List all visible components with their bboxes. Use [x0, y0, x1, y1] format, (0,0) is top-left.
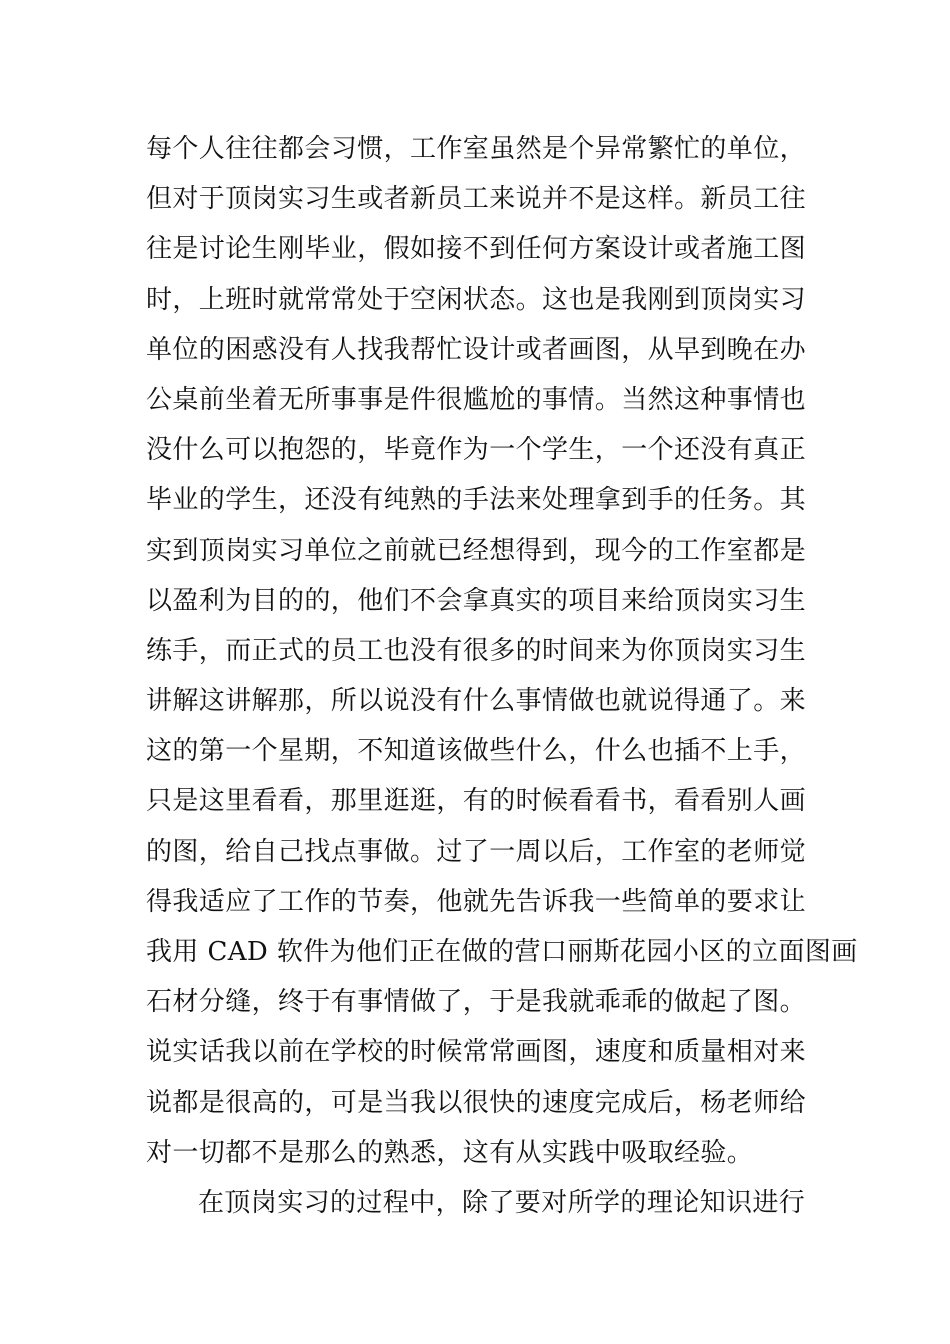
text-line: 练手，而正式的员工也没有很多的时间来为你顶岗实习生 [146, 635, 807, 666]
text-line: 往是讨论生刚毕业，假如接不到任何方案设计或者施工图 [146, 234, 807, 265]
text-line: 时，上班时就常常处于空闲状态。这也是我刚到顶岗实习 [146, 284, 807, 315]
text-line: 只是这里看看，那里逛逛，有的时候看看书，看看别人画 [146, 786, 807, 817]
text-line: 在顶岗实习的过程中，除了要对所学的理论知识进行 [198, 1187, 806, 1218]
text-line: 公桌前坐着无所事事是件很尴尬的事情。当然这种事情也 [146, 384, 807, 415]
text-line: 我用 CAD 软件为他们正在做的营口丽斯花园小区的立面图画 [146, 937, 858, 967]
text-line: 以盈利为目的的，他们不会拿真实的项目来给顶岗实习生 [146, 585, 807, 616]
text-line: 这的第一个星期，不知道该做些什么，什么也插不上手， [146, 736, 807, 767]
text-line: 每个人往往都会习惯，工作室虽然是个异常繁忙的单位， [146, 134, 807, 164]
text-line: 得我适应了工作的节奏，他就先告诉我一些简单的要求让 [146, 886, 807, 917]
text-line: 单位的困惑没有人找我帮忙设计或者画图，从早到晚在办 [146, 334, 807, 365]
text-line: 的图，给自己找点事做。过了一周以后，工作室的老师觉 [146, 836, 807, 867]
text-line: 但对于顶岗实习生或者新员工来说并不是这样。新员工往 [146, 184, 807, 215]
paragraph-1 [146, 124, 858, 1178]
text-line: 实到顶岗实习单位之前就已经想得到，现今的工作室都是 [146, 535, 807, 566]
text-line: 说实话我以前在学校的时候常常画图，速度和质量相对来 [146, 1037, 807, 1068]
text-line: 没什么可以抱怨的，毕竟作为一个学生，一个还没有真正 [146, 435, 807, 466]
text-line: 对一切都不是那么的熟悉，这有从实践中吸取经验。 [146, 1137, 754, 1168]
text-line: 讲解这讲解那，所以说没有什么事情做也就说得通了。来 [146, 686, 807, 717]
paragraph-2 [146, 1178, 808, 1228]
text-line: 石材分缝，终于有事情做了，于是我就乖乖的做起了图。 [146, 987, 807, 1018]
text-line: 说都是很高的，可是当我以很快的速度完成后，杨老师给 [146, 1087, 807, 1118]
text-line: 毕业的学生，还没有纯熟的手法来处理拿到手的任务。其 [146, 485, 807, 516]
body-text [146, 124, 858, 1228]
